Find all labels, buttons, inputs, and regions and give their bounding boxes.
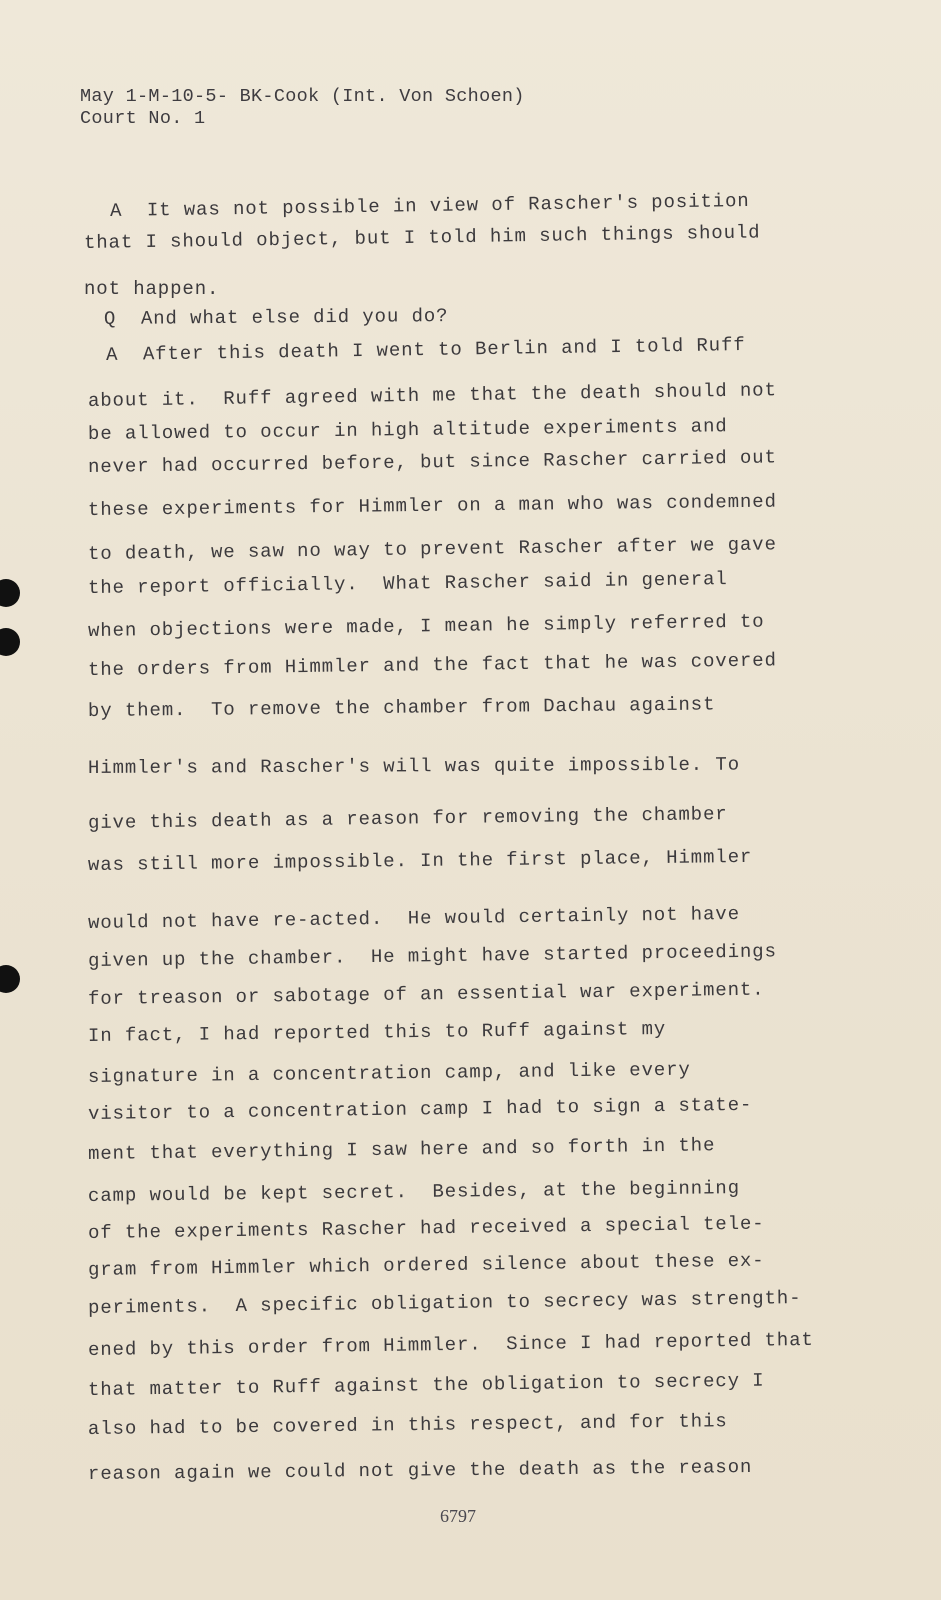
header-court-line: Court No. 1 (80, 108, 206, 129)
body-line: visitor to a concentration camp I had to sign a state- (87, 1093, 753, 1125)
punch-hole (0, 965, 20, 993)
body-line: would not have re-acted. He would certainly not have (87, 902, 741, 934)
body-line: that I should object, but I told him such things should (83, 221, 761, 254)
body-line: A It was not possible in view of Rascher's position (109, 189, 750, 222)
body-line: Himmler's and Rascher's will was quite impossible. To (87, 753, 741, 779)
body-line: by them. To remove the chamber from Dachau against (87, 693, 716, 722)
body-line: Q And what else did you do? (103, 304, 449, 330)
punch-hole (0, 579, 20, 607)
body-line: gram from Himmler which ordered silence about these ex- (87, 1249, 765, 1281)
page-number: 6797 (440, 1506, 476, 1526)
body-line: ment that everything I saw here and so forth in the (87, 1134, 716, 1165)
body-line: camp would be kept secret. Besides, at the beginning (87, 1177, 741, 1207)
body-line: not happen. (84, 278, 220, 300)
body-line: of the experiments Rascher had received a special tele- (87, 1212, 765, 1244)
body-line: about it. Ruff agreed with me that the death should not (87, 379, 777, 412)
body-line: the report officially. What Rascher said in general (87, 568, 728, 599)
body-line: that matter to Ruff against the obligation to secrecy I (87, 1369, 765, 1401)
punch-hole (0, 628, 20, 656)
body-line: signature in a concentration camp, and like every (87, 1058, 691, 1088)
body-line: when objections were made, I mean he simply referred to (87, 610, 765, 642)
body-line: was still more impossible. In the first place, Himmler (87, 845, 753, 876)
body-line: also had to be covered in this respect, and for this (87, 1410, 728, 1440)
body-line: the orders from Himmler and the fact that he was covered (87, 649, 777, 681)
body-line: A After this death I went to Berlin and I told Ruff (105, 333, 746, 366)
body-line: never had occurred before, but since Rascher carried out (87, 446, 777, 478)
body-line: for treason or sabotage of an essential war experiment. (87, 978, 765, 1010)
body-line: reason again we could not give the death as the reason (87, 1456, 753, 1485)
body-line: periments. A specific obligation to secrecy was strength- (87, 1287, 802, 1319)
header-case-line: May 1-M-10-5- BK-Cook (Int. Von Schoen) (80, 86, 525, 107)
body-line: In fact, I had reported this to Ruff against my (87, 1017, 667, 1047)
body-line: be allowed to occur in high altitude experiments and (87, 415, 728, 445)
body-line: ened by this order from Himmler. Since I had reported that (87, 1328, 814, 1361)
body-line: give this death as a reason for removing the chamber (87, 803, 728, 834)
body-line: given up the chamber. He might have started proceedings (87, 940, 777, 972)
body-line: to death, we saw no way to prevent Rascher after we gave (87, 533, 777, 565)
document-header (80, 86, 525, 130)
body-line: these experiments for Himmler on a man who was condemned (87, 490, 777, 521)
